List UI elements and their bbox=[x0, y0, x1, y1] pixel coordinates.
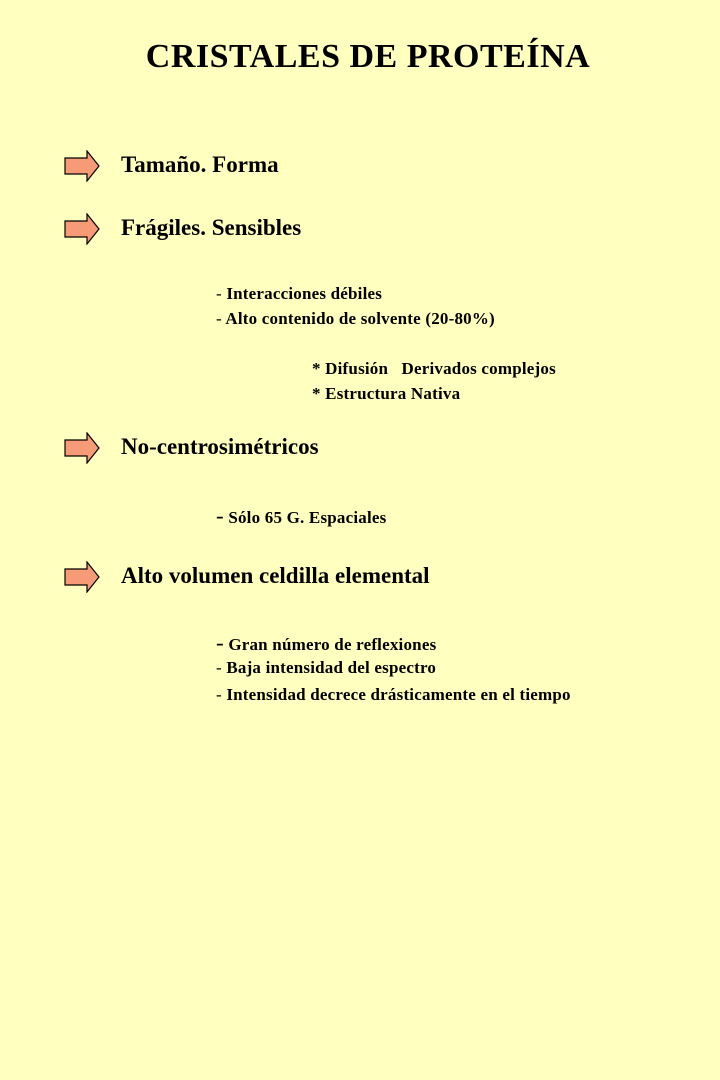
list-item bbox=[216, 685, 571, 705]
right-arrow-icon bbox=[64, 432, 100, 464]
list-item bbox=[216, 503, 386, 529]
list-item bbox=[216, 630, 436, 656]
right-arrow-icon bbox=[64, 213, 100, 245]
dash-marker: - bbox=[216, 685, 222, 704]
list-item bbox=[216, 309, 495, 329]
bullet-heading: Tamaño. Forma bbox=[121, 152, 279, 177]
dash-marker: - bbox=[216, 503, 224, 528]
bullet-heading: No-centrosimétricos bbox=[121, 434, 319, 459]
sub-list-item: * Estructura Nativa bbox=[312, 384, 461, 403]
bullet-heading: Frágiles. Sensibles bbox=[121, 215, 302, 240]
list-item bbox=[216, 658, 436, 678]
right-arrow-icon bbox=[64, 561, 100, 593]
sub-list-item: * Difusión Derivados complejos bbox=[312, 359, 556, 378]
list-item-text: Sólo 65 G. Espaciales bbox=[228, 508, 387, 527]
list-item bbox=[216, 284, 382, 304]
list-item-text: Intensidad decrece drásticamente en el tiempo bbox=[226, 685, 571, 704]
dash-marker: - bbox=[216, 309, 222, 328]
page-title: CRISTALES DE PROTEÍNA bbox=[145, 38, 591, 75]
list-item-text: Baja intensidad del espectro bbox=[226, 658, 437, 677]
list-item-text: Interacciones débiles bbox=[226, 284, 383, 303]
right-arrow-icon bbox=[64, 150, 100, 182]
dash-marker: - bbox=[216, 658, 222, 677]
list-item-text: Alto contenido de solvente (20-80%) bbox=[225, 309, 495, 328]
dash-marker: - bbox=[216, 284, 222, 303]
bullet-heading: Alto volumen celdilla elemental bbox=[121, 563, 430, 588]
list-item-text: Gran número de reflexiones bbox=[228, 635, 437, 654]
dash-marker: - bbox=[216, 630, 224, 655]
